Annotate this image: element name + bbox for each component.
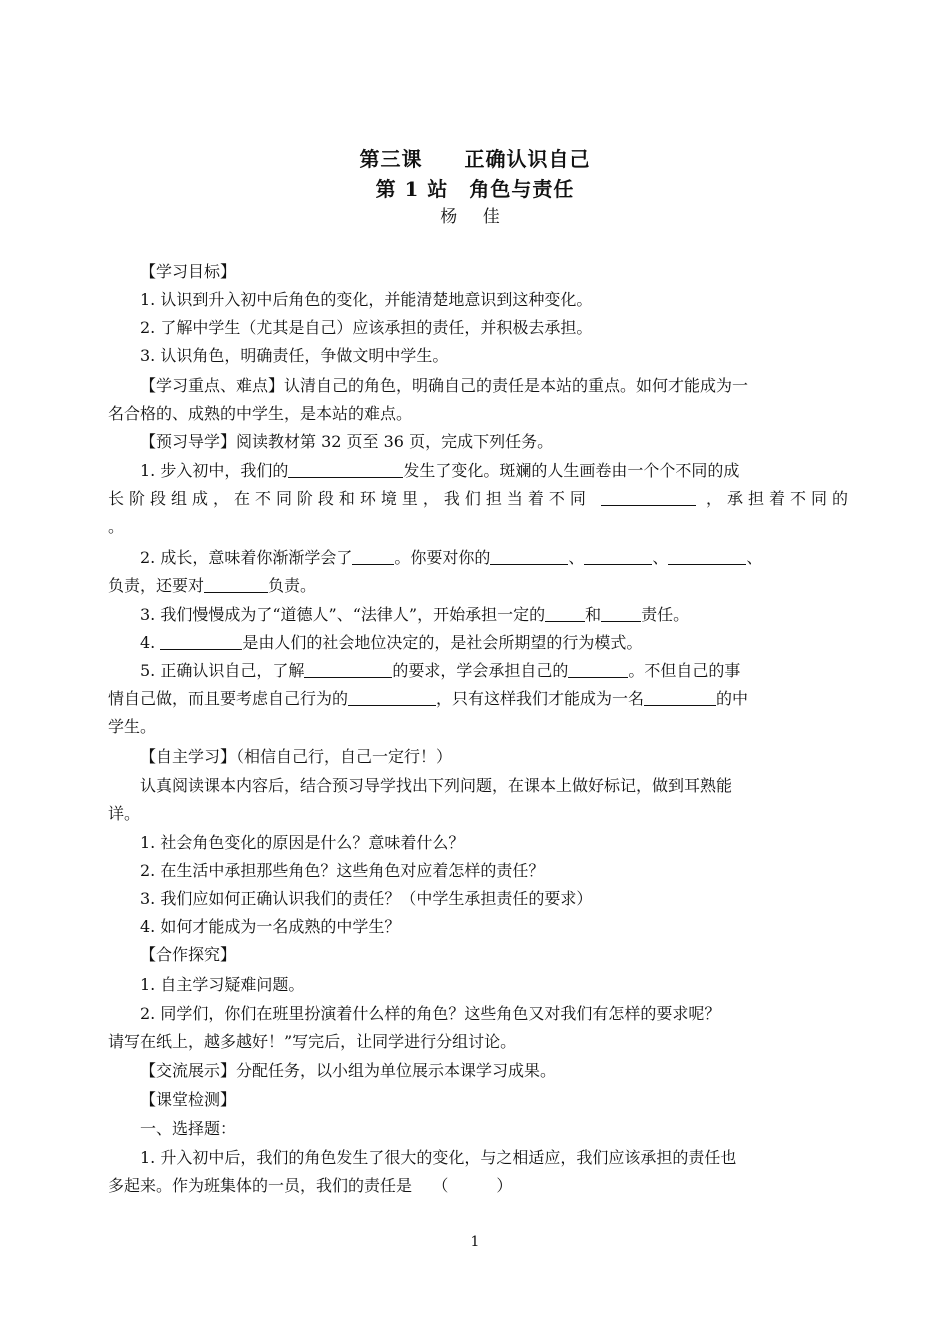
fill-blank[interactable] xyxy=(601,605,641,622)
fill-blank[interactable] xyxy=(288,461,403,478)
fill-blank[interactable] xyxy=(352,548,394,565)
selfstudy-question: 3. 我们应如何正确认识我们的责任？（中学生承担责任的要求） xyxy=(140,889,593,908)
fill-blank[interactable] xyxy=(568,661,628,678)
author-name: 杨 佳 xyxy=(440,207,510,227)
fill-blank[interactable] xyxy=(584,548,652,565)
cooperate-item: 2. 同学们，你们在班里扮演着什么样的角色？这些角色又对我们有怎样的要求呢？ xyxy=(140,1004,721,1023)
lesson-title: 第三课 正确认识自己 xyxy=(359,147,591,171)
keypoints-line: 【学习重点、难点】认清自己的角色，明确自己的责任是本站的重点。如何才能成为一 xyxy=(140,376,749,395)
preview-question-1: 1. 步入初中，我们的 发生了变化。斑斓的人生画卷由一个个不同的成 xyxy=(140,461,740,480)
cooperate-heading: 【合作探究】 xyxy=(140,945,237,964)
fill-blank[interactable] xyxy=(348,689,436,706)
check-question-line2: 多起来。作为班集体的一员，我们的责任是 （ ） xyxy=(108,1176,513,1195)
exchange-text: 【交流展示】分配任务，以小组为单位展示本课学习成果。 xyxy=(140,1061,557,1080)
preview-question-5-line2: 情自己做，而且要考虑自己行为的 ，只有这样我们才能成为一名 的中 xyxy=(108,689,749,708)
keypoints-line: 名合格的、成熟的中学生，是本站的难点。 xyxy=(108,404,413,423)
objective-item: 3. 认识角色，明确责任，争做文明中学生。 xyxy=(140,346,449,365)
fill-blank[interactable] xyxy=(160,633,242,650)
fill-blank[interactable] xyxy=(668,548,746,565)
preview-question-3: 3. 我们慢慢成为了“道德人”、“法律人”，开始承担一定的 和 责任。 xyxy=(140,605,690,624)
objectives-heading: 【学习目标】 xyxy=(140,262,237,281)
answer-paren[interactable]: （ ） xyxy=(432,1176,513,1195)
preview-intro: 【预习导学】阅读教材第 32 页至 36 页，完成下列任务。 xyxy=(140,432,554,451)
fill-blank[interactable] xyxy=(644,689,716,706)
preview-question-4: 4. 是由人们的社会地位决定的，是社会所期望的行为模式。 xyxy=(140,633,643,652)
fill-blank[interactable] xyxy=(490,548,568,565)
selfstudy-question: 2. 在生活中承担那些角色？这些角色对应着怎样的责任？ xyxy=(140,861,545,880)
selfstudy-heading: 【自主学习】（相信自己行，自己一定行！） xyxy=(140,747,453,766)
cooperate-item: 请写在纸上，越多越好！”写完后，让同学进行分组讨论。 xyxy=(108,1032,517,1051)
objective-item: 1. 认识到升入初中后角色的变化，并能清楚地意识到这种变化。 xyxy=(140,290,593,309)
check-section: 一、选择题： xyxy=(140,1119,237,1138)
preview-question-5-line3: 学生。 xyxy=(108,717,157,736)
selfstudy-question: 1. 社会角色变化的原因是什么？意味着什么？ xyxy=(140,833,465,852)
check-question: 1. 升入初中后，我们的角色发生了很大的变化，与之相适应，我们应该承担的责任也 xyxy=(140,1148,737,1167)
preview-question-1-line2: 长阶段组成，在不同阶段和环境里，我们担当着不同 ，承担着不同的 xyxy=(108,489,848,508)
objective-item: 2. 了解中学生（尤其是自己）应该承担的责任，并积极去承担。 xyxy=(140,318,593,337)
check-heading: 【课堂检测】 xyxy=(140,1090,237,1109)
selfstudy-intro: 认真阅读课本内容后，结合预习导学找出下列问题，在课本上做好标记，做到耳熟能 xyxy=(140,776,733,795)
preview-question-1-line3: 。 xyxy=(108,517,125,536)
page-number: 1 xyxy=(470,1234,480,1250)
fill-blank[interactable] xyxy=(545,605,585,622)
fill-blank[interactable] xyxy=(601,489,696,506)
fill-blank[interactable] xyxy=(204,576,268,593)
preview-question-5: 5. 正确认识自己，了解 的要求，学会承担自己的 。不但自己的事 xyxy=(140,661,741,680)
selfstudy-intro: 详。 xyxy=(108,804,141,823)
station-title: 第 1 站 角色与责任 xyxy=(375,177,575,201)
selfstudy-question: 4. 如何才能成为一名成熟的中学生？ xyxy=(140,917,401,936)
preview-question-2-line2: 负责，还要对 负责。 xyxy=(108,576,317,595)
cooperate-item: 1. 自主学习疑难问题。 xyxy=(140,975,305,994)
fill-blank[interactable] xyxy=(304,661,392,678)
preview-question-2: 2. 成长，意味着你渐渐学会了 。你要对你的 、 、 、 xyxy=(140,548,763,567)
